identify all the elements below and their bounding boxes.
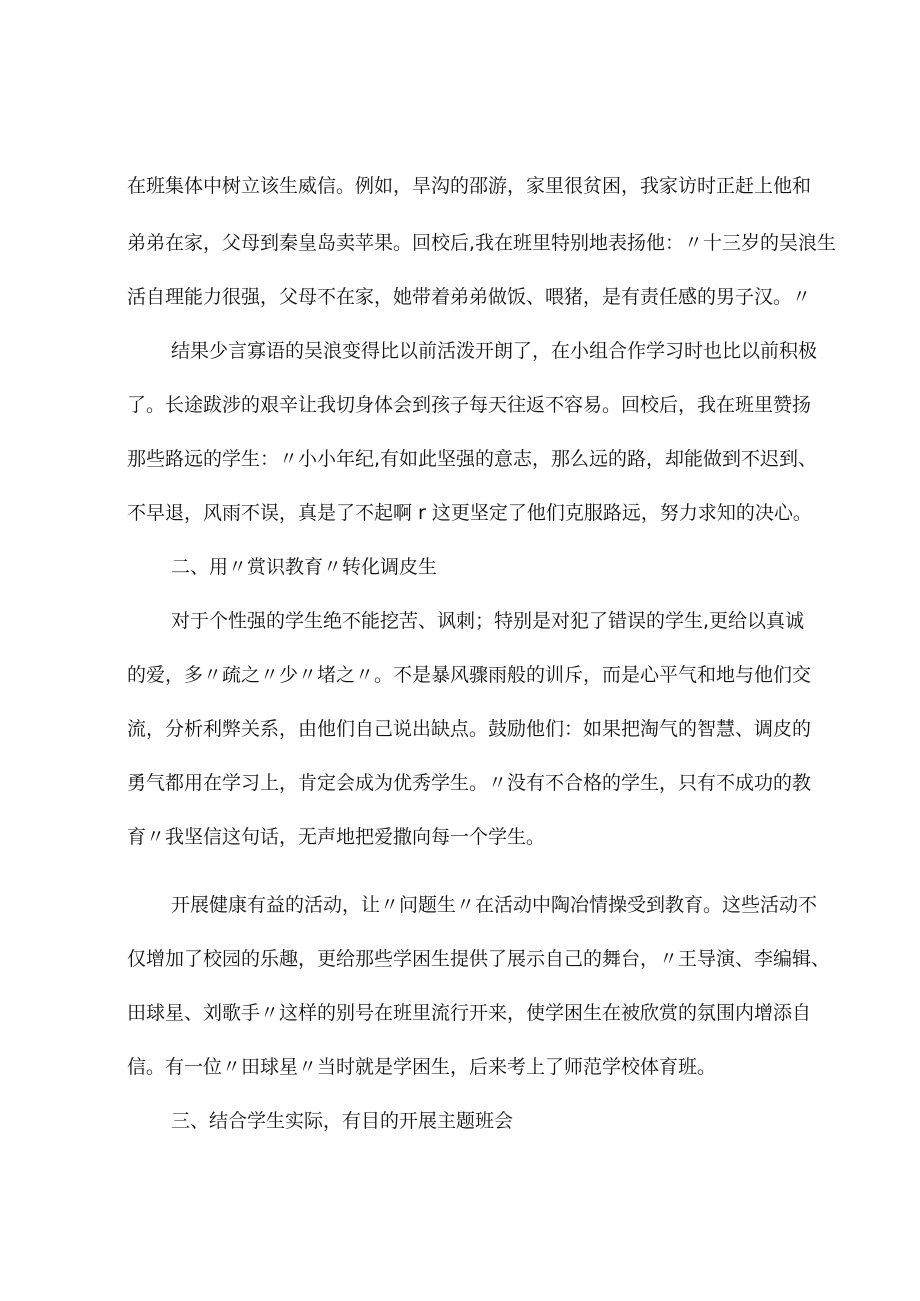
text-line-9: 对于个性强的学生绝不能挖苦、讽刺；特别是对犯了错误的学生,更给以真诚 [171, 610, 805, 632]
text-line-12: 勇气都用在学习上，肯定会成为优秀学生。〃没有不合格的学生，只有不成功的教 [127, 772, 812, 794]
text-line-2: 弟弟在家，父母到秦皇岛卖苹果。回校后,我在班里特别地表扬他：〃十三岁的吴浪生 [127, 232, 837, 254]
text-line-15: 仅增加了校园的乐趣，更给那些学困生提供了展示自己的舞台，〃王导演、李编辑、 [127, 948, 831, 970]
section-heading-2: 二、用〃赏识教育〃转化调皮生 [171, 556, 438, 578]
text-line-1: 在班集体中树立该生威信。例如，旱沟的邵游，家里很贫困，我家访时正赶上他和 [127, 175, 812, 197]
text-line-11: 流，分析利弊关系，由他们自己说出缺点。鼓励他们：如果把淘气的智慧、调皮的 [127, 718, 812, 740]
text-line-13: 育〃我坚信这句话，无声地把爱撒向每一个学生。 [127, 826, 546, 848]
text-line-14: 开展健康有益的活动，让〃问题生〃在活动中陶冶情操受到教育。这些活动不 [171, 894, 818, 916]
text-line-3: 活自理能力很强，父母不在家，她带着弟弟做饭、喂猪，是有责任感的男子汉。〃 [127, 286, 812, 308]
text-line-10: 的爱，多〃疏之〃少〃堵之〃。不是暴风骤雨般的训斥，而是心平气和地与他们交 [127, 664, 812, 686]
text-line-4: 结果少言寡语的吴浪变得比以前活泼开朗了，在小组合作学习时也比以前积极 [171, 340, 818, 362]
text-line-16: 田球星、刘歌手〃这样的别号在班里流行开来，使学困生在被欣赏的氛围内增添自 [127, 1002, 812, 1024]
section-heading-3: 三、结合学生实际，有目的开展主题班会 [171, 1110, 514, 1132]
text-line-17: 信。有一位〃田球星〃当时就是学困生，后来考上了师范学校体育班。 [127, 1056, 717, 1078]
text-line-6: 那些路远的学生：〃小小年纪,有如此坚强的意志，那么远的路，却能做到不迟到、 [127, 448, 818, 470]
text-line-7: 不早退，风雨不误，真是了不起啊 r 这更坚定了他们克服路远，努力求知的决心。 [127, 502, 812, 524]
text-line-5: 了。长途跋涉的艰辛让我切身体会到孩子每天往返不容易。回校后，我在班里赞扬 [127, 394, 812, 416]
